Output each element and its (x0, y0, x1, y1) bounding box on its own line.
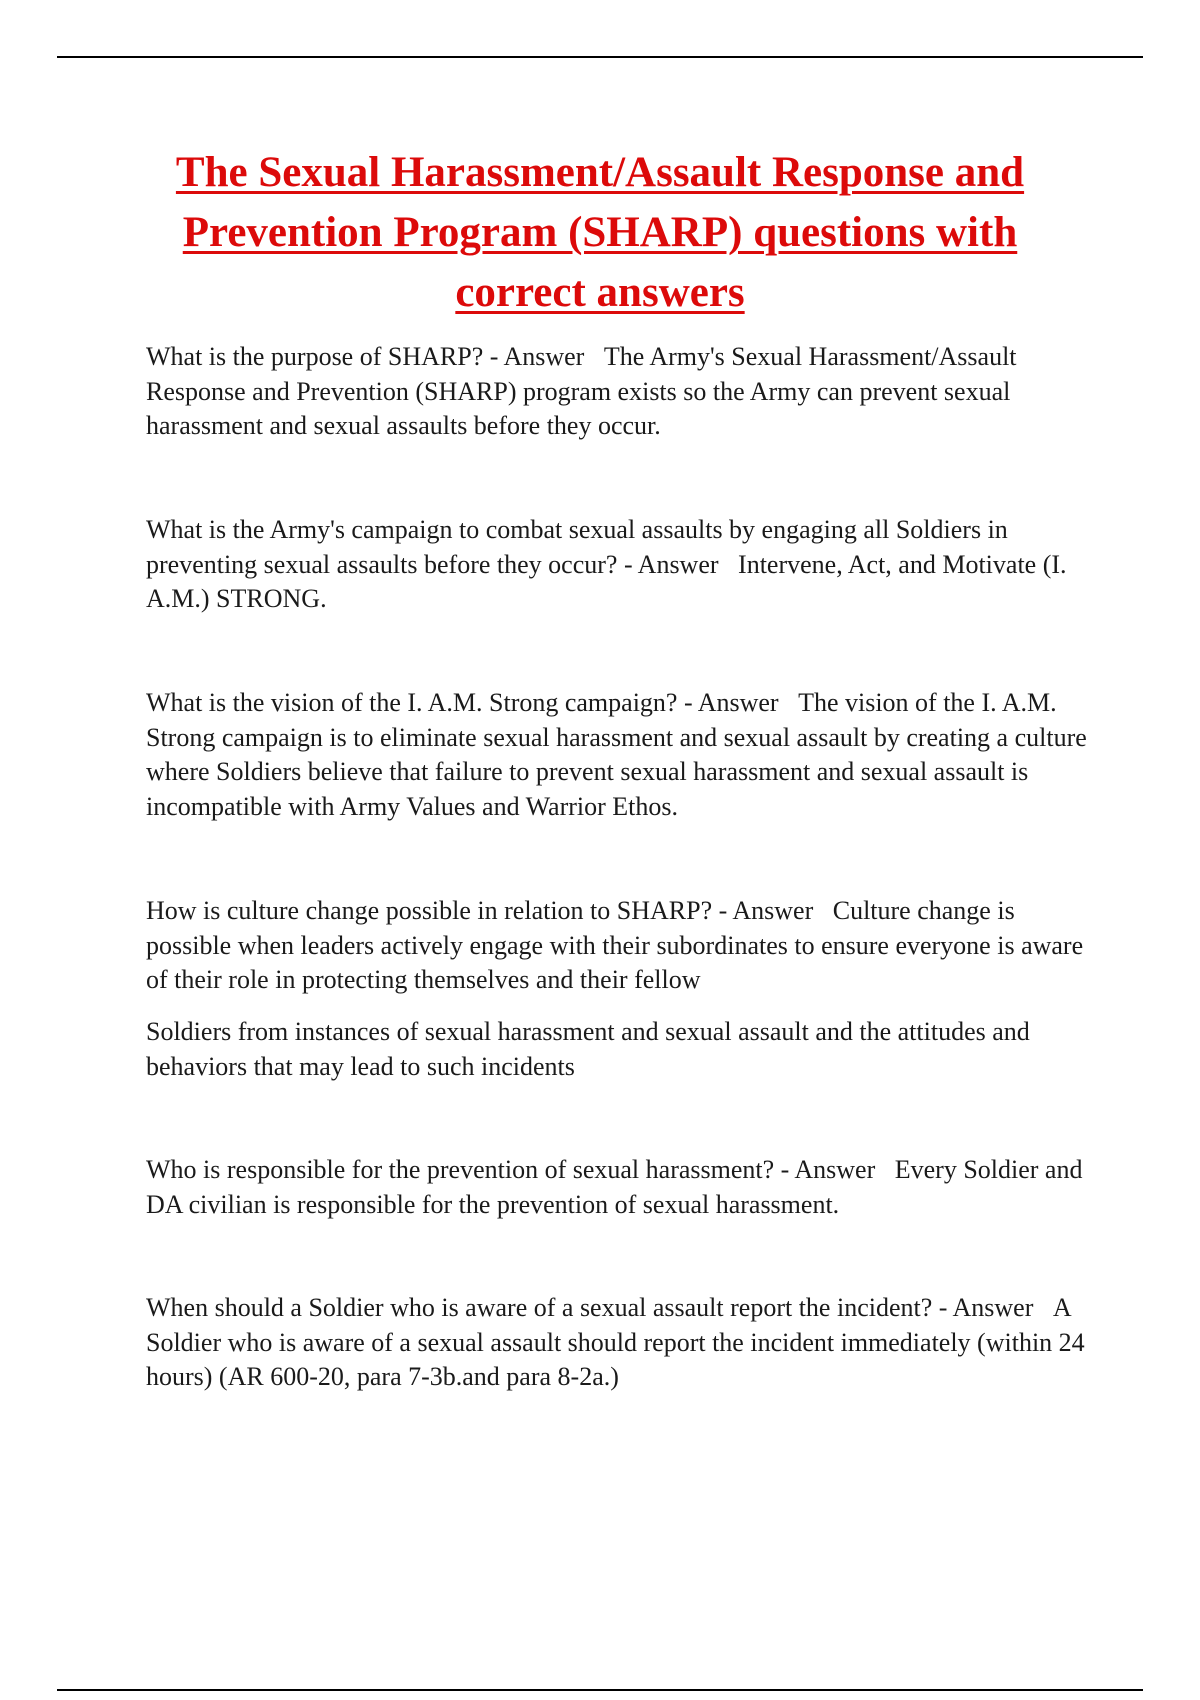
qa-item-2 (146, 513, 1096, 617)
answer-separator: - Answer (780, 1155, 876, 1184)
question-text: What is the purpose of SHARP? (146, 342, 484, 371)
answer-text: A Soldier who is aware of a sexual assault should report the incident immediately (within 24 hours) (AR 600-20, para 7-3b.and para 8-2a.) (146, 1293, 1085, 1391)
answer-text: Culture change is possible when leaders actively engage with their subordinates to ensure everyone is aware of their role in protecting themselves and their fellow (146, 896, 1084, 994)
answer-text: The Army's Sexual Harassment/Assault Response and Prevention (SHARP) program exists so the Army can prevent sexual harassment and sexual assaults before they occur. (146, 342, 1017, 440)
answer-separator: - Answer (683, 688, 779, 717)
qa-item-4 (146, 894, 1096, 998)
answer-text: Intervene, Act, and Motivate (I. A.M.) STRONG. (146, 549, 1067, 613)
answer-text: Every Soldier and DA civilian is responsible for the prevention of sexual harassment. (146, 1155, 1083, 1219)
answer-text: The vision of the I. A.M. Strong campaign is to eliminate sexual harassment and sexual assault by creating a culture where Soldiers believe that failure to prevent sexual harassment and sexual assault is incompatible with Army Values and Warrior Ethos. (146, 688, 1087, 821)
answer-separator: - Answer (718, 896, 814, 925)
answer-separator: - Answer (489, 342, 585, 371)
top-rule (57, 56, 1143, 58)
qa-item-4-continuation: Soldiers from instances of sexual harassment and sexual assault and the attitudes and behaviors that may lead to such incidents (146, 1017, 1030, 1081)
qa-item-6 (146, 1291, 1096, 1395)
answer-separator: - Answer (623, 549, 719, 579)
question-text: Who is responsible for the prevention of sexual harassment? (146, 1155, 775, 1184)
question-text: What is the vision of the I. A.M. Strong campaign? (146, 688, 678, 717)
qa-item-3 (146, 686, 1096, 824)
bottom-rule (57, 1689, 1143, 1691)
question-text: When should a Soldier who is aware of a sexual assault report the incident? (146, 1293, 933, 1322)
qa-item-5 (146, 1153, 1096, 1222)
document-title: The Sexual Harassment/Assault Response and Prevention Program (SHARP) questions with correct answers (175, 149, 1025, 316)
question-text: How is culture change possible in relation to SHARP? (146, 896, 713, 925)
qa-item-1 (146, 340, 1096, 444)
answer-separator: - Answer (938, 1293, 1034, 1322)
question-text: What is the Army's campaign to combat sexual assaults by engaging all Soldiers in preventing sexual assaults before they occur? (146, 515, 1008, 579)
